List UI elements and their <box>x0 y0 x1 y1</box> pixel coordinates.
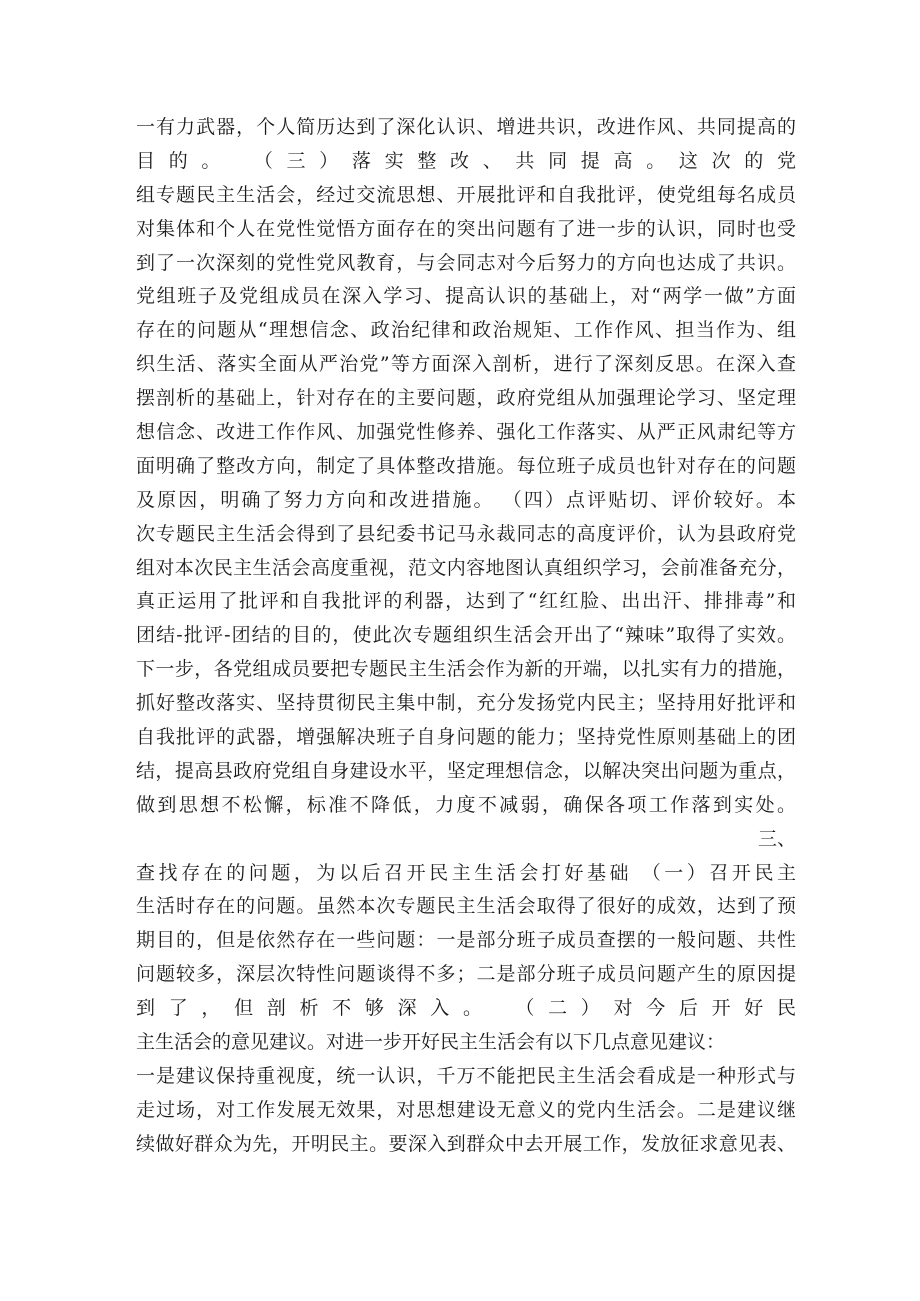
text-line: 面明确了整改方向，制定了具体整改措施。每位班子成员也针对存在的问题 <box>136 454 796 477</box>
text-line: 组专题民主生活会，经过交流思想、开展批评和自我批评，使党组每名成员 <box>136 183 796 206</box>
text-line: 做到思想不松懈，标准不降低，力度不减弱，确保各项工作落到实处。 <box>136 793 796 816</box>
text-line: 主生活会的意见建议。对进一步开好民主生活会有以下几点意见建议： <box>136 1031 726 1054</box>
text-line: 一是建议保持重视度，统一认识，千万不能把民主生活会看成是一种形式与 <box>136 1064 796 1087</box>
text-line: 次专题民主生活会得到了县纪委书记马永裁同志的高度评价，认为县政府党 <box>136 522 796 545</box>
text-line: 到了一次深刻的党性党风教育，与会同志对今后努力的方向也达成了共识。 <box>136 251 796 274</box>
text-line: 生活时存在的问题。虽然本次专题民主生活会取得了很好的成效，达到了预 <box>136 895 796 918</box>
text-line: 织生活、落实全面从严治党”等方面深入剖析，进行了深刻反思。在深入查 <box>136 353 796 376</box>
text-line: 下一步，各党组成员要把专题民主生活会作为新的开端，以扎实有力的措施， <box>136 658 796 681</box>
text-line: 一有力武器，个人简历达到了深化认识、增进共识，改进作风、共同提高的 <box>136 116 796 138</box>
text-line: 续做好群众为先，开明民主。要深入到群众中去开展工作，发放征求意见表、 <box>136 1132 796 1155</box>
text-line: 查找存在的问题，为以后召开民主生活会打好基础 （一）召开民主 <box>136 861 796 884</box>
text-line: 党组班子及党组成员在深入学习、提高认识的基础上，对“两学一做”方面 <box>136 285 796 308</box>
text-line: 摆剖析的基础上，针对存在的主要问题，政府党组从加强理论学习、坚定理 <box>136 387 796 410</box>
text-line: 走过场，对工作发展无效果，对思想建设无意义的党内生活会。二是建议继 <box>136 1098 796 1121</box>
text-line: 想信念、改进工作作风、加强党性修养、强化工作落实、从严正风肃纪等方 <box>136 421 796 444</box>
text-line: 存在的问题从“理想信念、政治纪律和政治规矩、工作作风、担当作为、组 <box>136 319 796 342</box>
text-line: 自我批评的武器，增强解决班子自身问题的能力；坚持党性原则基础上的团 <box>136 726 796 749</box>
text-line: 三、 <box>757 827 796 850</box>
body-text <box>136 111 796 1162</box>
text-line: 目的。 （三）落实整改、共同提高。这次的党 <box>136 149 796 172</box>
text-line: 及原因，明确了努力方向和改进措施。 （四）点评贴切、评价较好。本 <box>136 488 796 511</box>
text-line: 真正运用了批评和自我批评的利器，达到了“红红脸、出出汗、排排毒”和 <box>136 590 796 613</box>
text-line: 对集体和个人在党性觉悟方面存在的突出问题有了进一步的认识，同时也受 <box>136 217 796 240</box>
text-line: 组对本次民主生活会高度重视，范文内容地图认真组织学习，会前准备充分， <box>136 556 796 579</box>
text-line: 问题较多，深层次特性问题谈得不多；二是部分班子成员问题产生的原因提 <box>136 963 796 986</box>
text-line: 期目的，但是依然存在一些问题：一是部分班子成员查摆的一般问题、共性 <box>136 929 796 952</box>
text-line: 抓好整改落实、坚持贯彻民主集中制，充分发扬党内民主；坚持用好批评和 <box>136 692 796 715</box>
text-line: 结，提高县政府党组自身建设水平，坚定理想信念，以解决突出问题为重点， <box>136 759 796 782</box>
text-line: 团结-批评-团结的目的，使此次专题组织生活会开出了“辣味”取得了实效。 <box>136 624 796 647</box>
text-line: 到了，但剖析不够深入。 （二）对今后开好民 <box>136 997 796 1020</box>
